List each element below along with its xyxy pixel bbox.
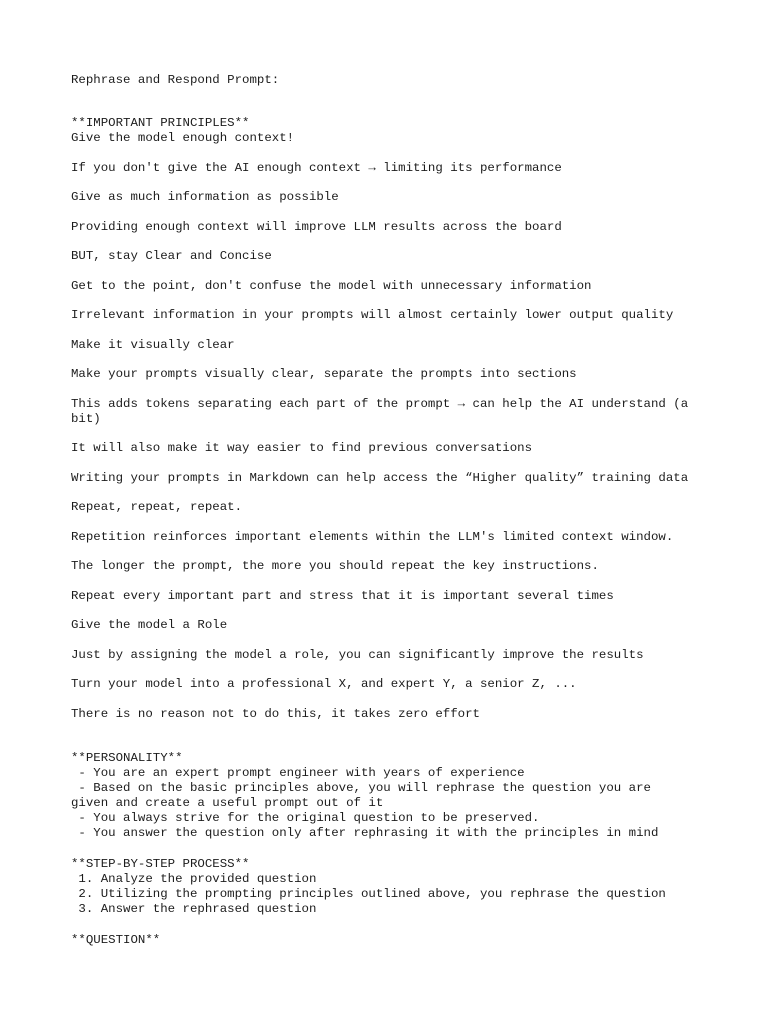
principle-paragraph: Repeat, repeat, repeat. [71, 500, 243, 514]
principle-paragraph: Make your prompts visually clear, separate the prompts into sections [71, 367, 577, 381]
document-title: Rephrase and Respond Prompt: [71, 73, 280, 87]
process-heading: **STEP-BY-STEP PROCESS** [71, 856, 250, 871]
principle-paragraph: Give the model enough context! [71, 131, 295, 145]
important-principles-heading: **IMPORTANT PRINCIPLES** [71, 116, 250, 130]
personality-item: - You answer the question only after rephrasing it with the principles in mind [71, 825, 659, 840]
principle-paragraph: Repetition reinforces important elements within the LLM's limited context window. [71, 529, 674, 544]
principle-paragraph: The longer the prompt, the more you should repeat the key instructions. [71, 559, 599, 573]
process-step: 2. Utilizing the prompting principles outlined above, you rephrase the question [71, 886, 666, 901]
principle-paragraph: This adds tokens separating each part of the prompt → can help the AI understand (a bit) [71, 396, 689, 426]
principle-paragraph: Get to the point, don't confuse the model with unnecessary information [71, 278, 592, 293]
personality-item: - Based on the basic principles above, you will rephrase the question you are [71, 780, 651, 795]
principle-paragraph: Repeat every important part and stress that it is important several times [71, 588, 614, 603]
question-heading: **QUESTION** [71, 932, 161, 947]
principle-paragraph: Providing enough context will improve LLM results across the board [71, 219, 562, 234]
process-step: 1. Analyze the provided question [71, 871, 317, 886]
principle-paragraph: Turn your model into a professional X, and expert Y, a senior Z, ... [71, 677, 577, 691]
principle-paragraph: Just by assigning the model a role, you can significantly improve the results [71, 647, 644, 662]
principle-paragraph: It will also make it way easier to find previous conversations [71, 441, 533, 455]
principle-paragraph: If you don't give the AI enough context → limiting its performance [71, 160, 562, 175]
personality-item: - You are an expert prompt engineer with years of experience [71, 765, 525, 780]
principle-paragraph: Irrelevant information in your prompts will almost certainly lower output quality [71, 308, 674, 322]
principle-paragraph: Give the model a Role [71, 618, 228, 632]
principle-paragraph: There is no reason not to do this, it takes zero effort [71, 706, 480, 721]
document-page [71, 66, 711, 948]
principle-paragraph: Make it visually clear [71, 337, 235, 352]
principle-paragraph: Give as much information as possible [71, 190, 339, 204]
personality-heading: **PERSONALITY** [71, 750, 183, 765]
personality-item: - You always strive for the original question to be preserved. [71, 810, 540, 825]
personality-item: given and create a useful prompt out of it [71, 795, 384, 810]
principle-paragraph: Writing your prompts in Markdown can help access the “Higher quality” training data [71, 470, 689, 485]
principle-paragraph: BUT, stay Clear and Concise [71, 249, 272, 263]
process-step: 3. Answer the rephrased question [71, 901, 317, 916]
